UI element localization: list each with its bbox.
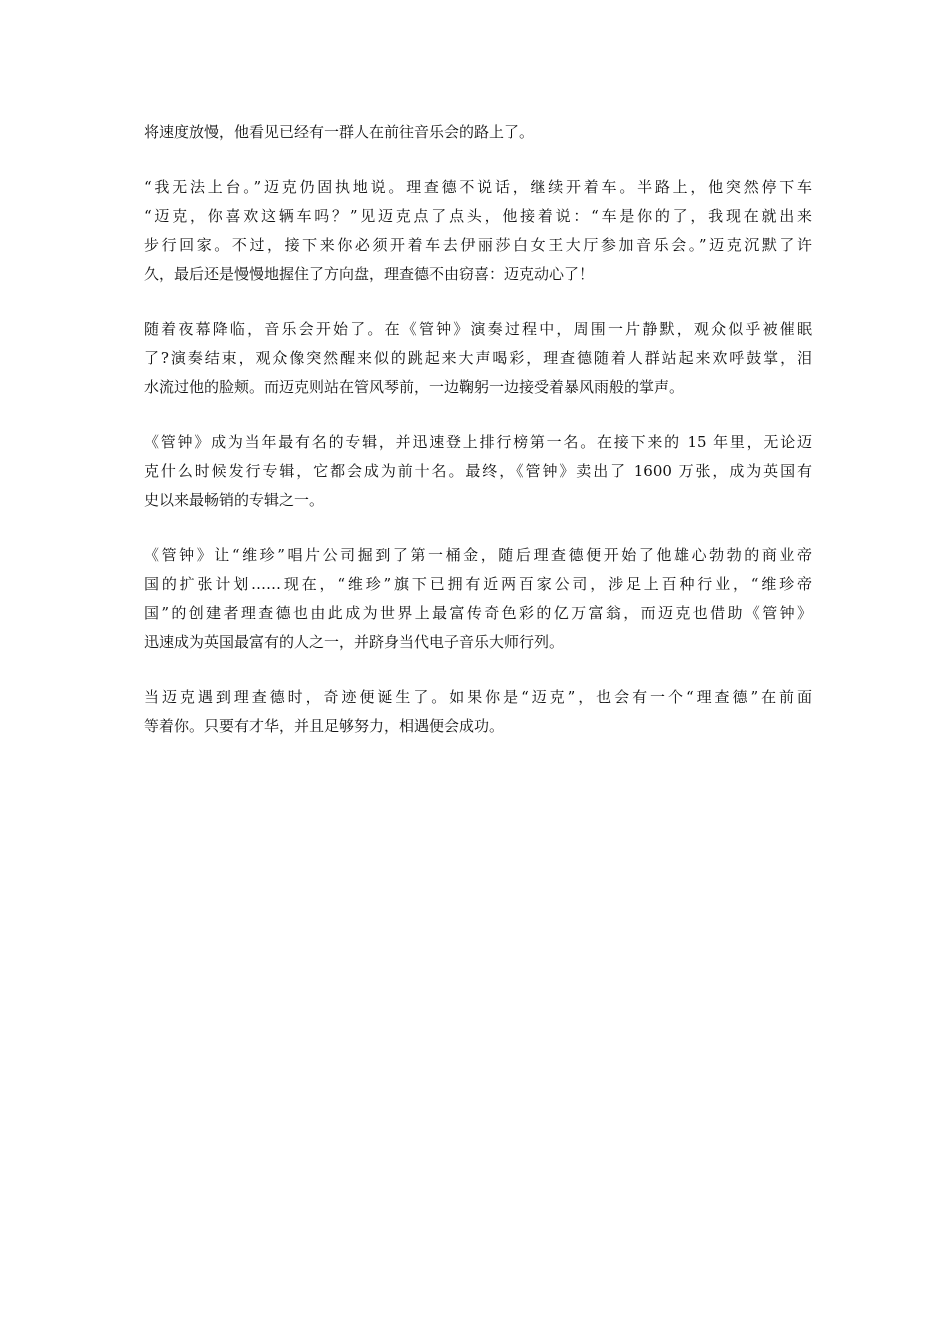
text-line: 克什么时候发行专辑，它都会成为前十名。最终，《管钟》卖出了 1600 万张，成为英国有 [144,462,812,480]
paragraph-1 [144,118,812,147]
article-body [144,118,812,741]
text-line: 国”的创建者理查德也由此成为世界上最富传奇色彩的亿万富翁，而迈克也借助《管钟》 [144,604,812,622]
text-line: “我无法上台。”迈克仍固执地说。理查德不说话，继续开着车。半路上，他突然停下车 [144,178,812,196]
text-line: 国的扩张计划……现在，“维珍”旗下已拥有近两百家公司，涉足上百种行业，“维珍帝 [144,575,812,593]
text-line: 《管钟》让“维珍”唱片公司掘到了第一桶金，随后理查德便开始了他雄心勃勃的商业帝 [144,546,812,564]
text-line: 等着你。只要有才华，并且足够努力，相遇便会成功。 [144,717,505,735]
paragraph-5 [144,541,812,657]
text-line: 史以来最畅销的专辑之一。 [144,491,325,509]
text-line: “迈克，你喜欢这辆车吗？”见迈克点了点头，他接着说：“车是你的了，我现在就出来 [144,207,812,225]
text-line: 迅速成为英国最富有的人之一，并跻身当代电子音乐大师行列。 [144,633,565,651]
text-line: 久，最后还是慢慢地握住了方向盘，理查德不由窃喜：迈克动心了！ [144,265,595,283]
paragraph-4 [144,428,812,515]
text-line: 步行回家。不过，接下来你必须开着车去伊丽莎白女王大厅参加音乐会。”迈克沉默了许 [144,236,812,254]
text-line: 了?演奏结束，观众像突然醒来似的跳起来大声喝彩，理查德随着人群站起来欢呼鼓掌，泪 [144,349,812,367]
text-line: 当迈克遇到理查德时，奇迹便诞生了。如果你是“迈克”，也会有一个“理查德”在前面 [144,688,812,706]
paragraph-2 [144,173,812,289]
text-line: 《管钟》成为当年最有名的专辑，并迅速登上排行榜第一名。在接下来的 15 年里，无论迈 [144,433,812,451]
paragraph-6 [144,683,812,741]
text-line: 将速度放慢，他看见已经有一群人在前往音乐会的路上了。 [144,123,535,141]
text-line: 随着夜幕降临，音乐会开始了。在《管钟》演奏过程中，周围一片静默，观众似乎被催眠 [144,320,812,338]
paragraph-3 [144,315,812,402]
text-line: 水流过他的脸颊。而迈克则站在管风琴前，一边鞠躬一边接受着暴风雨般的掌声。 [144,378,685,396]
